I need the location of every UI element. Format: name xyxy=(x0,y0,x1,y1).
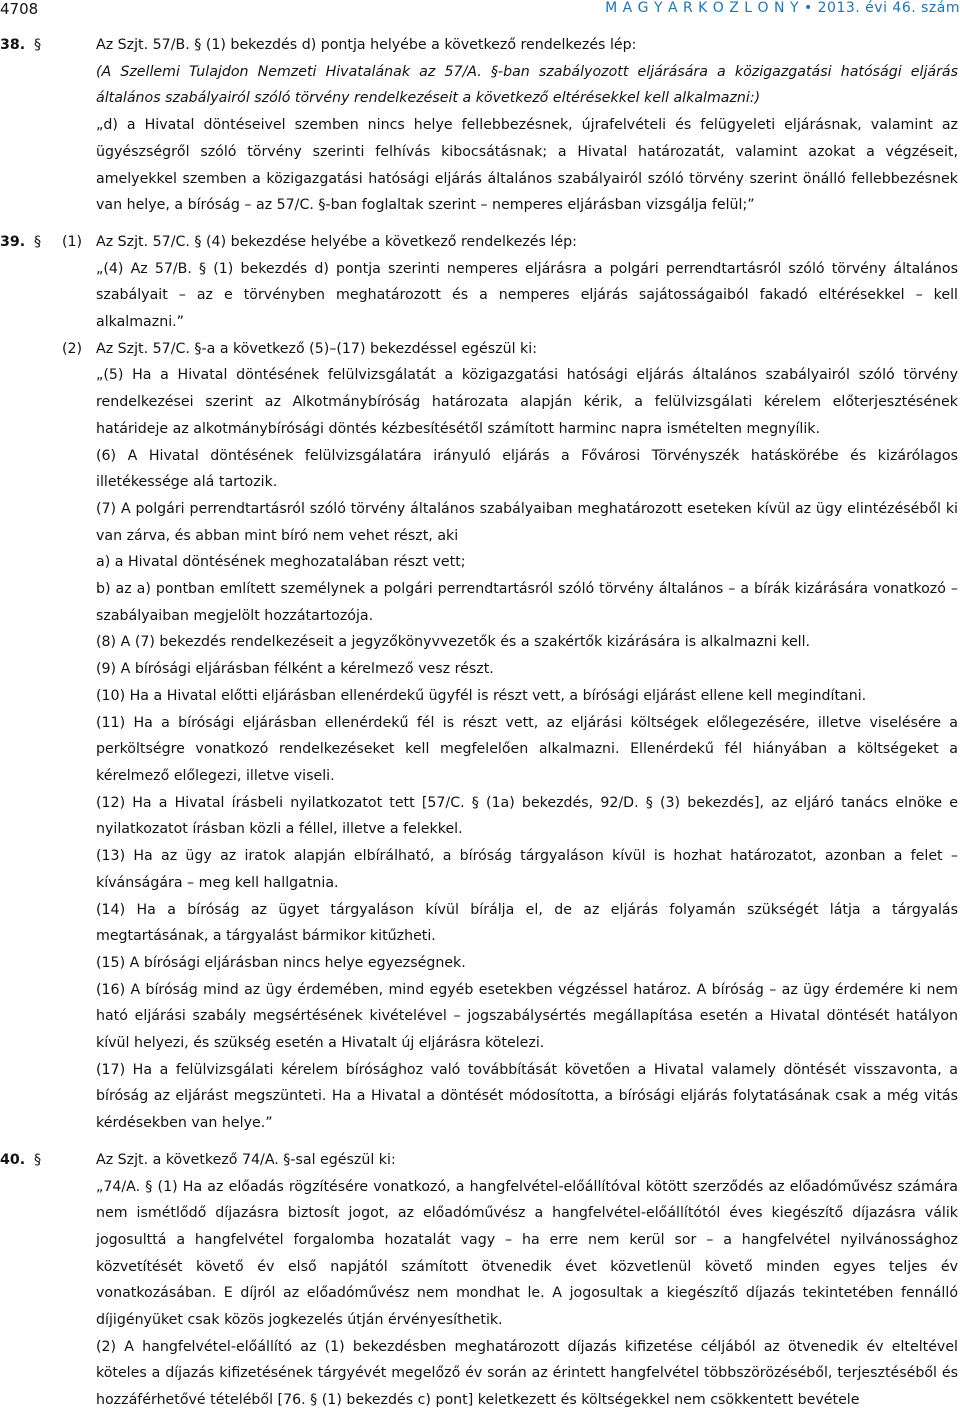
section-intro: Az Szjt. 57/B. § (1) bekezdés d) pontja helyébe a következő rendelkezés lép: xyxy=(96,37,637,53)
subsection-number: (1) xyxy=(62,233,83,250)
document-body xyxy=(0,32,958,1414)
paragraph-item: (10) Ha a Hivatal előtti eljárásban ellenérdekű ügyfél is részt vett, a bírósági eljárást ellene kell megindítani. xyxy=(96,687,867,704)
section-number: 38. xyxy=(0,37,26,53)
section-body xyxy=(96,32,958,219)
section-body xyxy=(96,1147,958,1414)
paragraph-item: b) az a) pontban említett személynek a polgári perrendtartásról szóló törvény általános – a bírák kizárására vonatkozó – szabályaiban megjelölt hozzátartozója. xyxy=(96,581,958,624)
paragraph-item: (12) Ha a Hivatal írásbeli nyilatkozatot tett [57/C. § (1a) bekezdés, 92/D. § (3) bekezdés], az eljáró tanács elnöke e nyilatkozatot írásban közli a féllel, illetve a felekkel. xyxy=(96,794,958,838)
section-number: 39. xyxy=(0,233,26,250)
paragraph-item: (17) Ha a felülvizsgálati kérelem bírósághoz való továbbítását követően a Hivatal valamely döntését visszavonta, a bíróság az eljárást megszünteti. Ha a Hivatal a döntését módosította, a bírósági eljárás folytatásának csak a még vitás kérdésekben van helye.” xyxy=(96,1061,958,1132)
paragraph-item: (15) A bírósági eljárásban nincs helye egyezségnek. xyxy=(96,954,466,971)
subsection-text: „(4) Az 57/B. § (1) bekezdés d) pontja szerinti nemperes eljárásra a polgári perrendtartásról szóló törvény általános szabályait – az e törvényben meghatározott és a nemperes eljárás sajátosságaiból fakadó eltérésekkel – kell alkalmazni.” xyxy=(96,260,958,331)
section-mark: § xyxy=(34,1151,42,1168)
section-body xyxy=(62,229,958,1137)
journal-title: M A G Y A R K Ö Z L Ö N Y • 2013. évi 46. szám xyxy=(605,0,960,16)
section-mark: § xyxy=(34,233,42,250)
page-number: 4708 xyxy=(0,0,39,18)
section-provision-text: „d) a Hivatal döntéseivel szemben nincs helye fellebbezésnek, újrafelvételi és felügyeleti eljárásnak, valamint az ügyészségről szóló törvény szerinti felhívás kibocsátásnak; a Hivatal határozatát, valamint azokat a végzéseit, amelyekkel szemben a közigazgatási hatósági eljárás általános szabályairól szóló törvény szerint önálló fellebbezésnek van helye, a bíróság – az 57/C. §-ban foglaltak szerint – nemperes eljárásban vizsgálja felül;” xyxy=(96,117,958,214)
section-40 xyxy=(0,1147,958,1414)
subsection-2 xyxy=(62,336,958,1137)
paragraph-item: (8) A (7) bekezdés rendelkezéseit a jegyzőkönyvvezetők és a szakértők kizárására is alkalmazni kell. xyxy=(96,634,811,651)
paragraph-item: (9) A bírósági eljárásban félként a kérelmező vesz részt. xyxy=(96,661,494,678)
paragraph-item: (16) A bíróság mind az ügy érdemében, mind egyéb esetekben végzéssel határoz. A bíróság – az ügy érdemére ki nem ható eljárási szabály megsértésének kivételével – jogszabálysértés megállapítása esetén a Hivatal döntését hatályon kívül helyezi, és szükség esetén a Hivatalt új eljárásra kötelezi. xyxy=(96,981,958,1052)
section-intro: Az Szjt. a következő 74/A. §-sal egészül ki: xyxy=(96,1151,396,1168)
paragraph-item: (11) Ha a bírósági eljárásban ellenérdekű fél is részt vett, az eljárási költségek előlegezésére, illetve viselésére a perköltségre vonatkozó rendelkezéseket kell megfelelően alkalmazni. Ellenérdekű fél hiányában a költségeket a kérelmező előlegezi, illetve viseli. xyxy=(96,714,958,784)
section-number: 40. xyxy=(0,1151,26,1168)
page-header xyxy=(0,0,960,20)
paragraph-item: (13) Ha az ügy az iratok alapján elbírálható, a bíróság tárgyaláson kívül is hozhat határozatot, azonban a felet – kívánságára – meg kell hallgatnia. xyxy=(96,848,958,891)
subsection-intro: Az Szjt. 57/C. § (4) bekezdése helyébe a következő rendelkezés lép: xyxy=(96,233,577,250)
paragraph-item: (14) Ha a bíróság az ügyet tárgyaláson kívül bírálja el, de az eljárás folyamán szükségét látja a tárgyalás megtartásának, a tárgyalást bármikor kitűzheti. xyxy=(96,901,958,945)
paragraph-item: „74/A. § (1) Ha az előadás rögzítésére vonatkozó, a hangfelvétel-előállítóval kötött szerződés az előadóművész számára nem ismétlődő díjazásra biztosít jogot, az előadóművész a hangfelvétel-előállítótól éves kiegészítő díjazásra válik jogosulttá a hangfelvétel forgalomba hozatalát vagy – ha erre nem kerül sor – a hangfelvétel nyilvánossághoz közvetítését követő év első napjától számított ötvenedik évet közvetlenül követő minden egyes teljes év vonatkozásában. E díjról az előadóművész nem mondhat le. A jogosultak a kiegészítő díjazás tekintetében fennálló díjigényüket csak közös jogkezelés útján érvényesíthetik. xyxy=(96,1178,958,1329)
paragraph-item: (6) A Hivatal döntésének felülvizsgálatára irányuló eljárás a Fővárosi Törvényszék hatáskörébe és kizárólagos illetékessége alá tartozik. xyxy=(96,447,958,491)
paragraph-item: (2) A hangfelvétel-előállító az (1) bekezdésben meghatározott díjazás kifizetése céljából az ötvenedik év elteltével köteles a díjazás kifizetésének tárgyévét megelőző év során az érintett hangfelvétel többszörözéséből, terjesztéséből és hozzáférhetővé tételéből [76. § (1) bekezdés c) pont] keletkezett és költségekkel nem csökkentett bevétele xyxy=(96,1338,958,1409)
paragraph-item: (7) A polgári perrendtartásról szóló törvény általános szabályaiban meghatározott eseteken kívül az ügy elintézéséből ki van zárva, és abban mint bíró nem vehet részt, aki xyxy=(96,500,958,544)
paragraph-item: a) a Hivatal döntésének meghozatalában részt vett; xyxy=(96,554,466,571)
section-mark: § xyxy=(34,37,42,53)
subsection-number: (2) xyxy=(62,340,83,357)
subsection-1 xyxy=(62,229,958,336)
section-38 xyxy=(0,32,958,219)
subsection-intro: Az Szjt. 57/C. §-a a következő (5)–(17) bekezdéssel egészül ki: xyxy=(96,340,537,357)
paragraph-item: „(5) Ha a Hivatal döntésének felülvizsgálatát a közigazgatási hatósági eljárás általános szabályairól szóló törvény rendelkezései szerint az Alkotmánybíróság határozata alapján kérik, a felülvizsgálati kérelem előterjesztésének határideje az alkotmánybírósági döntés kézbesítésétől számított harminc napra ismételten megnyílik. xyxy=(96,367,958,437)
section-context-italic: (A Szellemi Tulajdon Nemzeti Hivatalának az 57/A. §-ban szabályozott eljárására a közigazgatási hatósági eljárás általános szabályairól szóló törvény rendelkezéseit a következő eltérésekkel kell alkalmazni:) xyxy=(96,63,958,107)
section-39 xyxy=(0,229,958,1137)
